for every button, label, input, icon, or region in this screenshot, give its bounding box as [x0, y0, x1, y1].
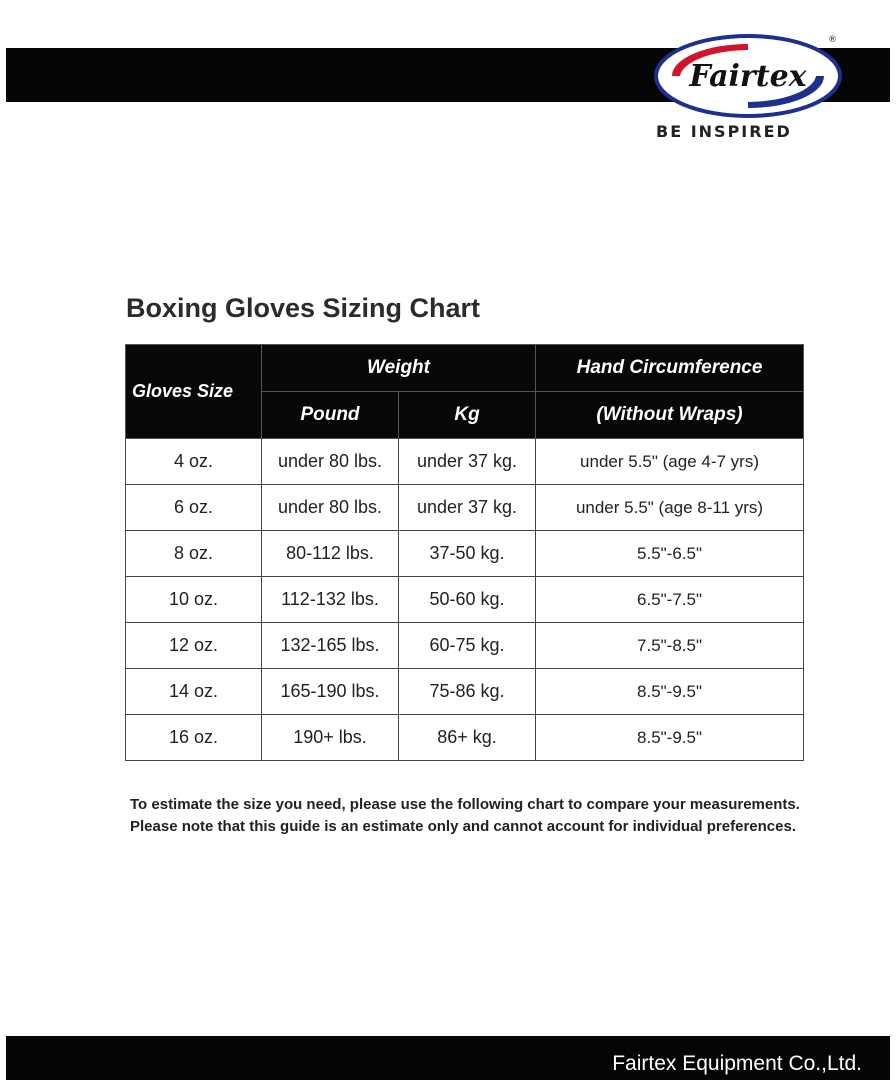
size-cell: 6 oz.: [126, 485, 262, 531]
circumference-cell: 7.5"-8.5": [536, 623, 804, 669]
circumference-cell: under 5.5" (age 8-11 yrs): [536, 485, 804, 531]
brand-tagline: BE INSPIRED: [656, 122, 792, 141]
pound-cell: 80-112 lbs.: [262, 531, 399, 577]
size-cell: 12 oz.: [126, 623, 262, 669]
table-row: [126, 531, 804, 577]
header-without-wraps: (Without Wraps): [536, 392, 804, 439]
circumference-cell: under 5.5" (age 4-7 yrs): [536, 439, 804, 485]
size-cell: 10 oz.: [126, 577, 262, 623]
circumference-cell: 8.5"-9.5": [536, 715, 804, 761]
pound-cell: 112-132 lbs.: [262, 577, 399, 623]
kg-cell: under 37 kg.: [399, 485, 536, 531]
header-pound: Pound: [262, 392, 399, 439]
pound-cell: 165-190 lbs.: [262, 669, 399, 715]
kg-cell: 60-75 kg.: [399, 623, 536, 669]
table-row: [126, 623, 804, 669]
circumference-cell: 6.5"-7.5": [536, 577, 804, 623]
pound-cell: under 80 lbs.: [262, 439, 399, 485]
chart-title: Boxing Gloves Sizing Chart: [126, 293, 481, 323]
size-cell: 4 oz.: [126, 439, 262, 485]
table-row: [126, 577, 804, 623]
svg-text:®: ®: [828, 35, 837, 45]
circumference-cell: 5.5"-6.5": [536, 531, 804, 577]
size-cell: 8 oz.: [126, 531, 262, 577]
kg-cell: 86+ kg.: [399, 715, 536, 761]
company-name: Fairtex Equipment Co.,Ltd.: [612, 1052, 862, 1075]
pound-cell: 132-165 lbs.: [262, 623, 399, 669]
size-cell: 16 oz.: [126, 715, 262, 761]
kg-cell: 37-50 kg.: [399, 531, 536, 577]
svg-text:Fairtex: Fairtex: [689, 59, 807, 94]
kg-cell: 75-86 kg.: [399, 669, 536, 715]
kg-cell: under 37 kg.: [399, 439, 536, 485]
header-weight: Weight: [262, 345, 536, 392]
fairtex-logo: [652, 30, 848, 118]
table-row: [126, 485, 804, 531]
circumference-cell: 8.5"-9.5": [536, 669, 804, 715]
table-row: [126, 715, 804, 761]
size-cell: 14 oz.: [126, 669, 262, 715]
table-row: [126, 669, 804, 715]
header-kg: Kg: [399, 392, 536, 439]
pound-cell: under 80 lbs.: [262, 485, 399, 531]
sizing-table: [125, 344, 804, 761]
pound-cell: 190+ lbs.: [262, 715, 399, 761]
sizing-note: To estimate the size you need, please use the following chart to compare your measurements. Please note that this guide is an estimate only and cannot account for individual preferences.: [130, 796, 800, 835]
header-hand-circumference: Hand Circumference: [536, 345, 804, 392]
kg-cell: 50-60 kg.: [399, 577, 536, 623]
table-row: [126, 439, 804, 485]
header-gloves-size: Gloves Size: [126, 345, 262, 439]
footer-bar: [6, 1036, 890, 1080]
